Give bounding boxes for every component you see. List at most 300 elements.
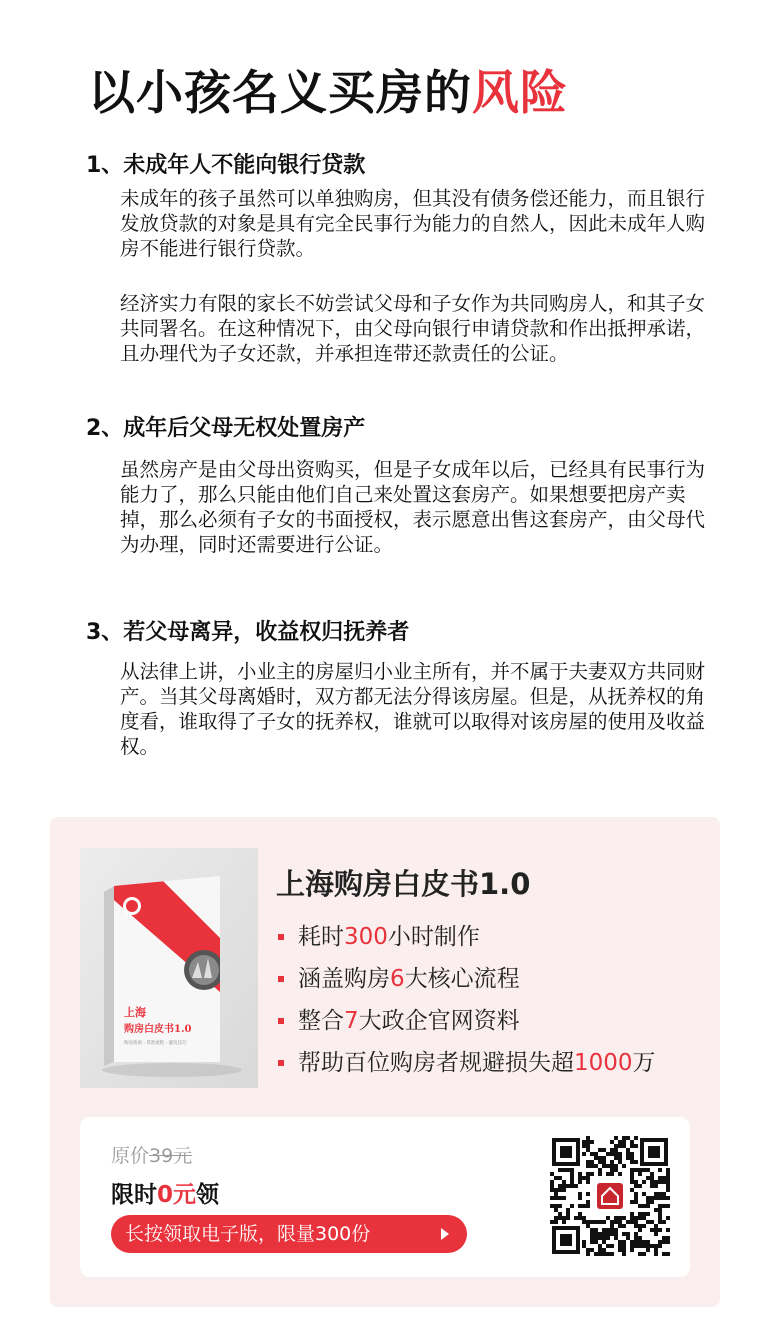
- qr-module: [582, 1216, 586, 1220]
- qr-module: [650, 1200, 654, 1204]
- qr-module: [570, 1172, 574, 1176]
- qr-module: [578, 1196, 582, 1200]
- qr-module: [646, 1176, 650, 1180]
- qr-module: [634, 1136, 638, 1140]
- qr-module: [582, 1140, 586, 1144]
- qr-module: [634, 1196, 638, 1200]
- qr-module: [650, 1180, 654, 1184]
- qr-module: [598, 1252, 602, 1256]
- qr-module: [642, 1244, 646, 1248]
- qr-module: [642, 1192, 646, 1196]
- qr-module: [658, 1212, 662, 1216]
- qr-module: [586, 1192, 590, 1196]
- qr-module: [658, 1192, 662, 1196]
- qr-module: [666, 1216, 670, 1220]
- qr-module: [554, 1188, 558, 1192]
- qr-module: [630, 1240, 634, 1244]
- qr-module: [614, 1152, 618, 1156]
- qr-module: [658, 1204, 662, 1208]
- qr-module: [614, 1156, 618, 1160]
- bullet-square-icon: [278, 1018, 284, 1024]
- qr-module: [598, 1172, 602, 1176]
- qr-module: [610, 1172, 614, 1176]
- qr-module: [590, 1152, 594, 1156]
- section-2-paragraph-1: 虽然房产是由父母出资购买，但是子女成年以后，已经具有民事行为能力了，那么只能由他们自己来处置这套房产。如果想要把房产卖掉，那么必须有子女的书面授权，表示愿意出售这套房产，由父母代为办理，同时还需要进行公证。: [120, 458, 706, 556]
- qr-module: [614, 1216, 618, 1220]
- qr-module: [638, 1172, 642, 1176]
- qr-module: [646, 1200, 650, 1204]
- qr-module: [594, 1240, 598, 1244]
- qr-module: [598, 1232, 602, 1236]
- qr-module: [622, 1216, 626, 1220]
- qr-module: [602, 1252, 606, 1256]
- qr-module: [586, 1164, 590, 1168]
- qr-module: [602, 1240, 606, 1244]
- feature-text: 涵盖购房: [298, 966, 390, 992]
- qr-module: [646, 1204, 650, 1208]
- qr-module: [606, 1164, 610, 1168]
- qr-module: [570, 1184, 574, 1188]
- qr-module: [558, 1176, 562, 1180]
- bullet-square-icon: [278, 1060, 284, 1066]
- qr-module: [638, 1228, 642, 1232]
- qr-module: [658, 1244, 662, 1248]
- qr-module: [582, 1244, 586, 1248]
- original-price-label: 原价: [111, 1145, 150, 1167]
- qr-module: [590, 1228, 594, 1232]
- qr-module: [662, 1192, 666, 1196]
- qr-module: [550, 1220, 554, 1224]
- qr-module: [650, 1220, 654, 1224]
- qr-module: [622, 1244, 626, 1248]
- qr-module: [634, 1160, 638, 1164]
- qr-module: [610, 1140, 614, 1144]
- qr-module: [618, 1160, 622, 1164]
- qr-module: [630, 1176, 634, 1180]
- qr-module: [650, 1244, 654, 1248]
- qr-module: [586, 1148, 590, 1152]
- qr-module: [630, 1172, 634, 1176]
- qr-module: [622, 1144, 626, 1148]
- qr-module: [622, 1240, 626, 1244]
- book-subtitle-text: 购房白皮书1.0: [124, 1024, 192, 1035]
- qr-module: [658, 1168, 662, 1172]
- limited-price-value: 0元: [157, 1182, 197, 1208]
- qr-module: [642, 1180, 646, 1184]
- qr-module: [558, 1184, 562, 1188]
- qr-module: [566, 1184, 570, 1188]
- qr-module: [622, 1136, 626, 1140]
- qr-module: [590, 1240, 594, 1244]
- qr-module: [594, 1220, 598, 1224]
- qr-module: [642, 1212, 646, 1216]
- qr-module: [594, 1152, 598, 1156]
- qr-module: [606, 1216, 610, 1220]
- qr-module: [666, 1252, 670, 1256]
- qr-module: [618, 1152, 622, 1156]
- qr-module: [618, 1172, 622, 1176]
- qr-module: [614, 1232, 618, 1236]
- qr-module: [654, 1224, 658, 1228]
- qr-module: [582, 1152, 586, 1156]
- qr-module: [586, 1200, 590, 1204]
- qr-module: [638, 1216, 642, 1220]
- qr-module: [638, 1252, 642, 1256]
- qr-module: [582, 1204, 586, 1208]
- qr-module: [590, 1220, 594, 1224]
- qr-module: [630, 1216, 634, 1220]
- qr-module: [614, 1228, 618, 1232]
- qr-module: [590, 1160, 594, 1164]
- qr-module: [550, 1184, 554, 1188]
- qr-module: [550, 1172, 554, 1176]
- qr-module: [610, 1160, 614, 1164]
- qr-module: [658, 1208, 662, 1212]
- qr-module: [622, 1232, 626, 1236]
- claim-ebook-label: 长按领取电子版，限量300份: [125, 1223, 371, 1245]
- bullet-square-icon: [278, 934, 284, 940]
- qr-module: [614, 1144, 618, 1148]
- qr-module: [602, 1156, 606, 1160]
- page-title-main: 以小孩名义买房的: [88, 66, 472, 121]
- qr-module: [566, 1208, 570, 1212]
- feature-highlight: 6: [390, 966, 405, 992]
- qr-module: [634, 1216, 638, 1220]
- qr-module: [630, 1144, 634, 1148]
- qr-module: [562, 1188, 566, 1192]
- qr-module: [638, 1184, 642, 1188]
- qr-module: [586, 1180, 590, 1184]
- qr-module: [654, 1180, 658, 1184]
- qr-module: [610, 1148, 614, 1152]
- qr-module: [566, 1212, 570, 1216]
- qr-module: [602, 1220, 606, 1224]
- qr-module: [626, 1220, 630, 1224]
- qr-module: [598, 1236, 602, 1240]
- feature-text: 整合: [298, 1008, 344, 1034]
- qr-module: [586, 1172, 590, 1176]
- qr-module: [598, 1156, 602, 1160]
- qr-module: [610, 1228, 614, 1232]
- play-arrow-icon: [441, 1228, 449, 1240]
- qr-module: [618, 1248, 622, 1252]
- qr-module: [654, 1208, 658, 1212]
- qr-module: [554, 1192, 558, 1196]
- qr-module: [578, 1192, 582, 1196]
- page-title-accent: 风险: [472, 66, 568, 121]
- qr-module: [578, 1204, 582, 1208]
- qr-module: [630, 1248, 634, 1252]
- qr-module: [634, 1184, 638, 1188]
- qr-module: [650, 1176, 654, 1180]
- qr-module: [630, 1168, 634, 1172]
- qr-module: [654, 1244, 658, 1248]
- qr-module: [662, 1220, 666, 1224]
- qr-module: [586, 1248, 590, 1252]
- section-heading-2: 2、成年后父母无权处置房产: [86, 416, 366, 441]
- qr-module: [598, 1244, 602, 1248]
- qr-module: [650, 1184, 654, 1188]
- qr-module: [618, 1216, 622, 1220]
- book-cover-image: [80, 848, 258, 1088]
- qr-module: [634, 1200, 638, 1204]
- qr-module: [586, 1204, 590, 1208]
- qr-module: [630, 1180, 634, 1184]
- qr-module: [614, 1168, 618, 1172]
- qr-module: [594, 1236, 598, 1240]
- qr-module: [666, 1176, 670, 1180]
- qr-module: [666, 1236, 670, 1240]
- qr-module: [622, 1224, 626, 1228]
- qr-module: [590, 1172, 594, 1176]
- qr-module: [666, 1188, 670, 1192]
- qr-module: [654, 1248, 658, 1252]
- qr-module: [602, 1148, 606, 1152]
- qr-module: [614, 1164, 618, 1168]
- qr-module: [550, 1196, 554, 1200]
- feature-item: [278, 958, 656, 1000]
- qr-module: [574, 1184, 578, 1188]
- qr-module: [558, 1216, 562, 1220]
- feature-text: 大核心流程: [404, 966, 520, 992]
- section-heading-1: 1、未成年人不能向银行贷款: [86, 153, 366, 178]
- qr-module: [578, 1172, 582, 1176]
- qr-module: [618, 1244, 622, 1248]
- qr-module: [614, 1148, 618, 1152]
- qr-module: [654, 1228, 658, 1232]
- qr-module: [626, 1156, 630, 1160]
- qr-module: [662, 1196, 666, 1200]
- qr-module: [610, 1244, 614, 1248]
- qr-code[interactable]: [550, 1136, 670, 1256]
- qr-module: [602, 1164, 606, 1168]
- qr-module: [618, 1144, 622, 1148]
- qr-module: [666, 1184, 670, 1188]
- qr-module: [558, 1196, 562, 1200]
- qr-module: [646, 1244, 650, 1248]
- qr-module: [582, 1176, 586, 1180]
- qr-module: [618, 1156, 622, 1160]
- qr-module: [598, 1148, 602, 1152]
- qr-module: [618, 1240, 622, 1244]
- qr-module: [618, 1220, 622, 1224]
- qr-module: [574, 1216, 578, 1220]
- qr-module: [658, 1180, 662, 1184]
- qr-module: [666, 1196, 670, 1200]
- qr-module: [630, 1140, 634, 1144]
- qr-module: [606, 1232, 610, 1236]
- qr-module: [606, 1236, 610, 1240]
- qr-module: [578, 1216, 582, 1220]
- qr-module: [638, 1236, 642, 1240]
- qr-module: [650, 1172, 654, 1176]
- qr-module: [626, 1236, 630, 1240]
- qr-module: [590, 1236, 594, 1240]
- feature-text: 万: [632, 1050, 656, 1076]
- qr-module: [654, 1232, 658, 1236]
- qr-module: [578, 1212, 582, 1216]
- qr-module: [630, 1212, 634, 1216]
- limited-price-suffix: 领: [196, 1182, 220, 1208]
- qr-module: [654, 1196, 658, 1200]
- qr-module: [562, 1220, 566, 1224]
- qr-module: [570, 1176, 574, 1180]
- qr-module: [586, 1140, 590, 1144]
- qr-module: [638, 1244, 642, 1248]
- qr-module: [566, 1168, 570, 1172]
- qr-module: [614, 1220, 618, 1224]
- qr-module: [554, 1204, 558, 1208]
- qr-module: [598, 1160, 602, 1164]
- qr-module: [642, 1204, 646, 1208]
- qr-module: [630, 1160, 634, 1164]
- page-title: [88, 56, 568, 123]
- qr-module: [566, 1216, 570, 1220]
- qr-module: [554, 1220, 558, 1224]
- qr-module: [650, 1228, 654, 1232]
- qr-module: [622, 1140, 626, 1144]
- feature-text: 大政企官网资料: [358, 1008, 520, 1034]
- feature-highlight: 7: [344, 1008, 359, 1034]
- qr-module: [582, 1144, 586, 1148]
- qr-module: [662, 1204, 666, 1208]
- book-illustration: [80, 848, 258, 1088]
- qr-module: [630, 1244, 634, 1248]
- qr-module: [666, 1240, 670, 1244]
- feature-text: 耗时: [298, 924, 344, 950]
- qr-module: [590, 1232, 594, 1236]
- qr-module: [666, 1228, 670, 1232]
- qr-module: [646, 1212, 650, 1216]
- qr-module: [594, 1156, 598, 1160]
- qr-module: [626, 1136, 630, 1140]
- qr-module: [638, 1224, 642, 1228]
- qr-module: [554, 1208, 558, 1212]
- qr-module: [602, 1232, 606, 1236]
- qr-module: [634, 1224, 638, 1228]
- qr-module: [654, 1184, 658, 1188]
- qr-module: [634, 1232, 638, 1236]
- qr-module: [638, 1240, 642, 1244]
- promo-title: 上海购房白皮书1.0: [276, 867, 531, 901]
- qr-module: [610, 1252, 614, 1256]
- qr-module: [610, 1220, 614, 1224]
- qr-module: [634, 1220, 638, 1224]
- qr-module: [578, 1180, 582, 1184]
- qr-module: [550, 1204, 554, 1208]
- qr-module: [626, 1232, 630, 1236]
- qr-module: [590, 1164, 594, 1168]
- qr-module: [586, 1252, 590, 1256]
- qr-module: [614, 1136, 618, 1140]
- book-tagline-text: 购房指南 · 贷款流程 · 避坑技巧: [124, 1041, 187, 1046]
- qr-module: [662, 1176, 666, 1180]
- limited-price-prefix: 限时: [111, 1182, 157, 1208]
- qr-module: [606, 1244, 610, 1248]
- qr-module: [626, 1148, 630, 1152]
- qr-module: [558, 1204, 562, 1208]
- qr-module: [666, 1180, 670, 1184]
- original-price-value: 39元: [149, 1145, 193, 1167]
- qr-module: [630, 1156, 634, 1160]
- bullet-square-icon: [278, 976, 284, 982]
- section-1-paragraph-2: 经济实力有限的家长不妨尝试父母和子女作为共同购房人，和其子女共同署名。在这种情况下，由父母向银行申请贷款和作出抵押承诺，且办理代为子女还款，并承担连带还款责任的公证。: [120, 292, 706, 365]
- qr-module: [662, 1240, 666, 1244]
- qr-module: [586, 1144, 590, 1148]
- qr-module: [654, 1192, 658, 1196]
- qr-module: [562, 1196, 566, 1200]
- qr-module: [614, 1236, 618, 1240]
- qr-module: [602, 1228, 606, 1232]
- qr-module: [586, 1220, 590, 1224]
- qr-module: [638, 1168, 642, 1172]
- qr-module: [662, 1252, 666, 1256]
- qr-module: [582, 1220, 586, 1224]
- qr-module: [562, 1184, 566, 1188]
- qr-module: [582, 1240, 586, 1244]
- qr-module: [594, 1252, 598, 1256]
- qr-module: [638, 1212, 642, 1216]
- qr-module: [666, 1172, 670, 1176]
- qr-module: [618, 1224, 622, 1228]
- qr-module: [586, 1176, 590, 1180]
- qr-module: [606, 1252, 610, 1256]
- qr-module: [610, 1152, 614, 1156]
- qr-module: [590, 1248, 594, 1252]
- qr-module: [634, 1244, 638, 1248]
- qr-module: [586, 1224, 590, 1228]
- qr-module: [594, 1164, 598, 1168]
- qr-module: [606, 1228, 610, 1232]
- qr-module: [642, 1224, 646, 1228]
- qr-module: [602, 1160, 606, 1164]
- qr-module: [558, 1188, 562, 1192]
- qr-module: [602, 1236, 606, 1240]
- qr-module: [606, 1172, 610, 1176]
- book-title-text: 上海: [124, 1006, 146, 1019]
- qr-module: [558, 1168, 562, 1172]
- qr-module: [550, 1180, 554, 1184]
- qr-module: [646, 1240, 650, 1244]
- qr-module: [666, 1168, 670, 1172]
- qr-module: [554, 1216, 558, 1220]
- qr-module: [562, 1216, 566, 1220]
- feature-highlight: 300: [344, 924, 388, 950]
- qr-module: [630, 1200, 634, 1204]
- qr-module: [654, 1252, 658, 1256]
- qr-module: [562, 1180, 566, 1184]
- qr-module: [610, 1232, 614, 1236]
- qr-module: [662, 1236, 666, 1240]
- qr-module: [622, 1252, 626, 1256]
- qr-module: [634, 1192, 638, 1196]
- qr-module: [626, 1152, 630, 1156]
- qr-module: [630, 1152, 634, 1156]
- original-price: [111, 1141, 192, 1168]
- section-3-paragraph-1: 从法律上讲，小业主的房屋归小业主所有，并不属于夫妻双方共同财产。当其父母离婚时，双方都无法分得该房屋。但是，从抚养权的角度看，谁取得了子女的抚养权，谁就可以取得对该房屋的使用及收益权。: [120, 660, 706, 758]
- qr-module: [550, 1188, 554, 1192]
- qr-module: [570, 1204, 574, 1208]
- section-heading-3: 3、若父母离异，收益权归抚养者: [86, 620, 410, 645]
- qr-module: [634, 1144, 638, 1148]
- qr-module: [662, 1180, 666, 1184]
- qr-module: [658, 1220, 662, 1224]
- feature-item: [278, 1000, 656, 1042]
- qr-module: [610, 1164, 614, 1168]
- claim-ebook-button[interactable]: [111, 1215, 467, 1253]
- feature-item: [278, 1042, 656, 1084]
- qr-module: [586, 1136, 590, 1140]
